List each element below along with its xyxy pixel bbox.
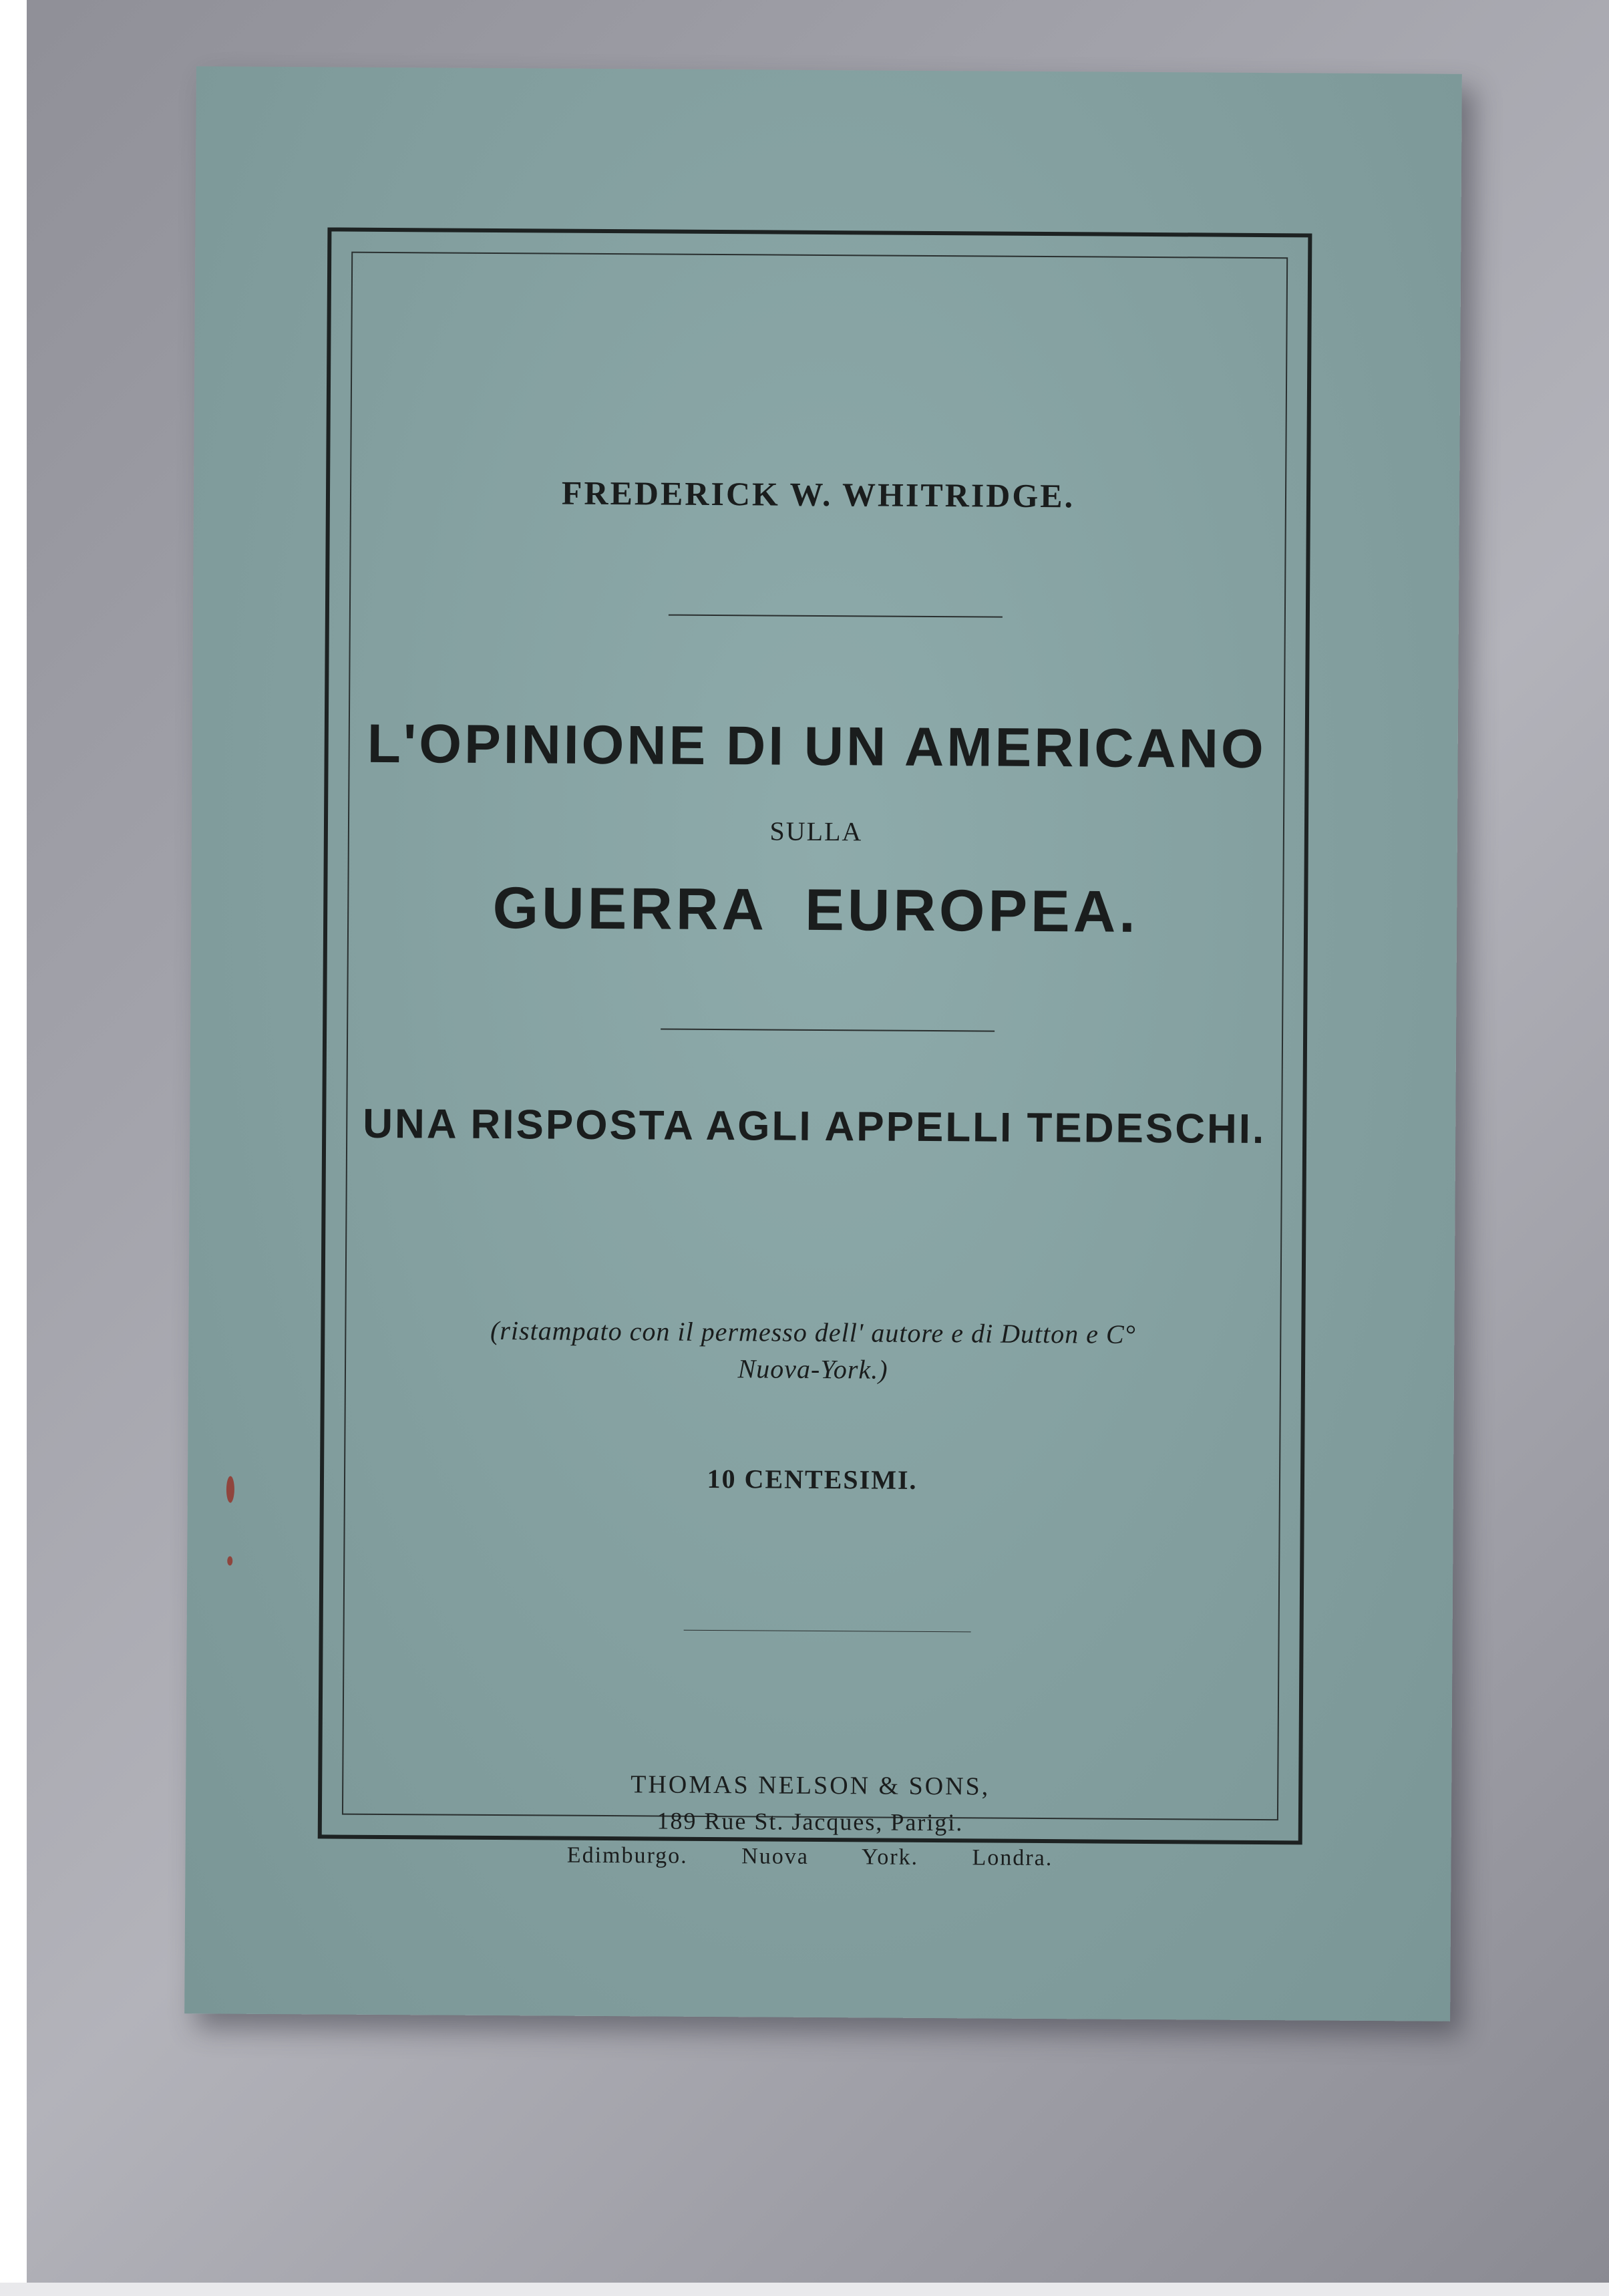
divider-rule	[669, 615, 1003, 618]
reprint-note-continued: Nuova-York.)	[737, 1353, 888, 1385]
cover-border	[318, 227, 1312, 1871]
stain-mark	[226, 1476, 234, 1503]
publisher-name: THOMAS NELSON & SONS,	[631, 1770, 991, 1801]
divider-rule	[661, 1029, 995, 1032]
scan-margin-bottom	[0, 2283, 1609, 2296]
title-connector: SULLA	[769, 816, 863, 847]
scan-margin-left	[0, 0, 27, 2296]
book-subject: GUERRA EUROPEA.	[492, 874, 1139, 945]
price: 10 CENTESIMI.	[707, 1463, 918, 1495]
booklet-cover	[184, 66, 1462, 2021]
publisher-address: 189 Rue St. Jacques, Parigi.	[657, 1807, 964, 1836]
author-name: FREDERICK W. WHITRIDGE.	[561, 474, 1075, 515]
publisher-cities: Edimburgo. Nuova York. Londra.	[566, 1842, 1053, 1871]
book-subtitle: UNA RISPOSTA AGLI APPELLI TEDESCHI.	[363, 1100, 1266, 1153]
book-title: L'OPINIONE DI UN AMERICANO	[367, 713, 1266, 780]
reprint-note: (ristampato con il permesso dell' autore e di Dutton e C°	[490, 1315, 1136, 1349]
divider-rule	[684, 1630, 971, 1633]
stain-mark	[227, 1556, 232, 1566]
cover-text-block	[322, 231, 1308, 1871]
